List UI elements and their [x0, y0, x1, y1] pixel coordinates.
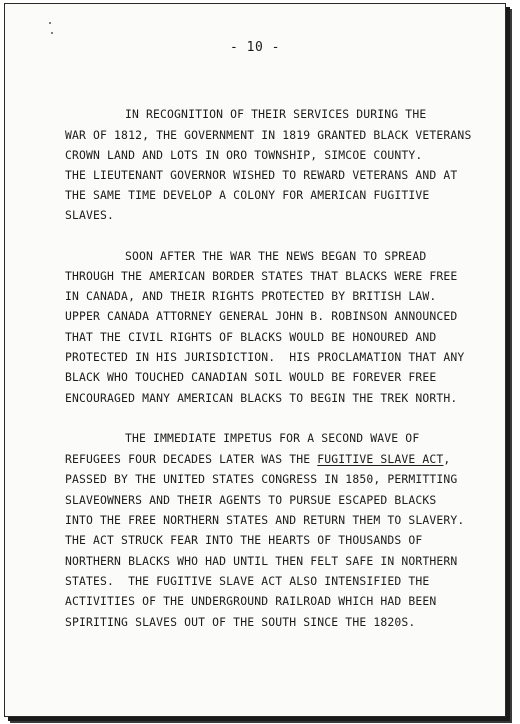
paragraph-3-text: REFUGEES FOUR DECADES LATER WAS THE — [65, 452, 318, 466]
paragraph-3-line: THE ACT STRUCK FEAR INTO THE HEARTS OF THOUSANDS OF — [65, 533, 423, 547]
paragraph-3-text: , — [443, 452, 451, 466]
paragraph-1-line: THE LIEUTENANT GOVERNOR WISHED TO REWARD VETERANS AND AT — [65, 168, 458, 182]
scan-speck — [51, 32, 53, 34]
paragraph-2-line: THAT THE CIVIL RIGHTS OF BLACKS WOULD BE HONOURED AND — [65, 330, 437, 344]
paragraph-3-line: ACTIVITIES OF THE UNDERGROUND RAILROAD WHICH HAD BEEN — [65, 594, 437, 608]
scan-speck — [49, 22, 51, 24]
paragraph-1-line: WAR OF 1812, THE GOVERNMENT IN 1819 GRANTED BLACK VETERANS — [65, 128, 472, 142]
paragraph-2-line: UPPER CANADA ATTORNEY GENERAL JOHN B. ROBINSON ANNOUNCED — [65, 309, 458, 323]
fugitive-slave-act-title: FUGITIVE SLAVE ACT — [317, 452, 444, 466]
paragraph-1-line: SLAVES. — [65, 208, 115, 222]
paragraph-3-line: INTO THE FREE NORTHERN STATES AND RETURN THEM TO SLAVERY. — [65, 513, 465, 527]
paragraph-3-line: SPIRITING SLAVES OUT OF THE SOUTH SINCE THE 1820S. — [65, 615, 416, 629]
paragraph-3-line — [65, 452, 450, 466]
paragraph-3-line: STATES. THE FUGITIVE SLAVE ACT ALSO INTENSIFIED THE — [65, 574, 430, 588]
page-number: - 10 - — [230, 40, 280, 55]
paragraph-2-line: SOON AFTER THE WAR THE NEWS BEGAN TO SPREAD — [125, 249, 427, 263]
paragraph-1-line: IN RECOGNITION OF THEIR SERVICES DURING THE — [125, 107, 427, 121]
paragraph-2-line: THROUGH THE AMERICAN BORDER STATES THAT BLACKS WERE FREE — [65, 269, 458, 283]
paragraph-3-line: PASSED BY THE UNITED STATES CONGRESS IN 1850, PERMITTING — [65, 472, 458, 486]
paragraph-2-line: PROTECTED IN HIS JURISDICTION. HIS PROCLAMATION THAT ANY — [65, 350, 465, 364]
document-page — [4, 3, 506, 717]
paragraph-3-line: SLAVEOWNERS AND THEIR AGENTS TO PURSUE ESCAPED BLACKS — [65, 493, 437, 507]
paragraph-1-line: CROWN LAND AND LOTS IN ORO TOWNSHIP, SIMCOE COUNTY. — [65, 148, 423, 162]
paragraph-3-line: THE IMMEDIATE IMPETUS FOR A SECOND WAVE OF — [125, 431, 420, 445]
paragraph-2-line: BLACK WHO TOUCHED CANADIAN SOIL WOULD BE FOREVER FREE — [65, 370, 437, 384]
paragraph-2-line: ENCOURAGED MANY AMERICAN BLACKS TO BEGIN THE TREK NORTH. — [65, 391, 458, 405]
paragraph-3-line: NORTHERN BLACKS WHO HAD UNTIL THEN FELT SAFE IN NORTHERN — [65, 554, 458, 568]
paragraph-1-line: THE SAME TIME DEVELOP A COLONY FOR AMERICAN FUGITIVE — [65, 188, 430, 202]
paragraph-2-line: IN CANADA, AND THEIR RIGHTS PROTECTED BY BRITISH LAW. — [65, 289, 437, 303]
